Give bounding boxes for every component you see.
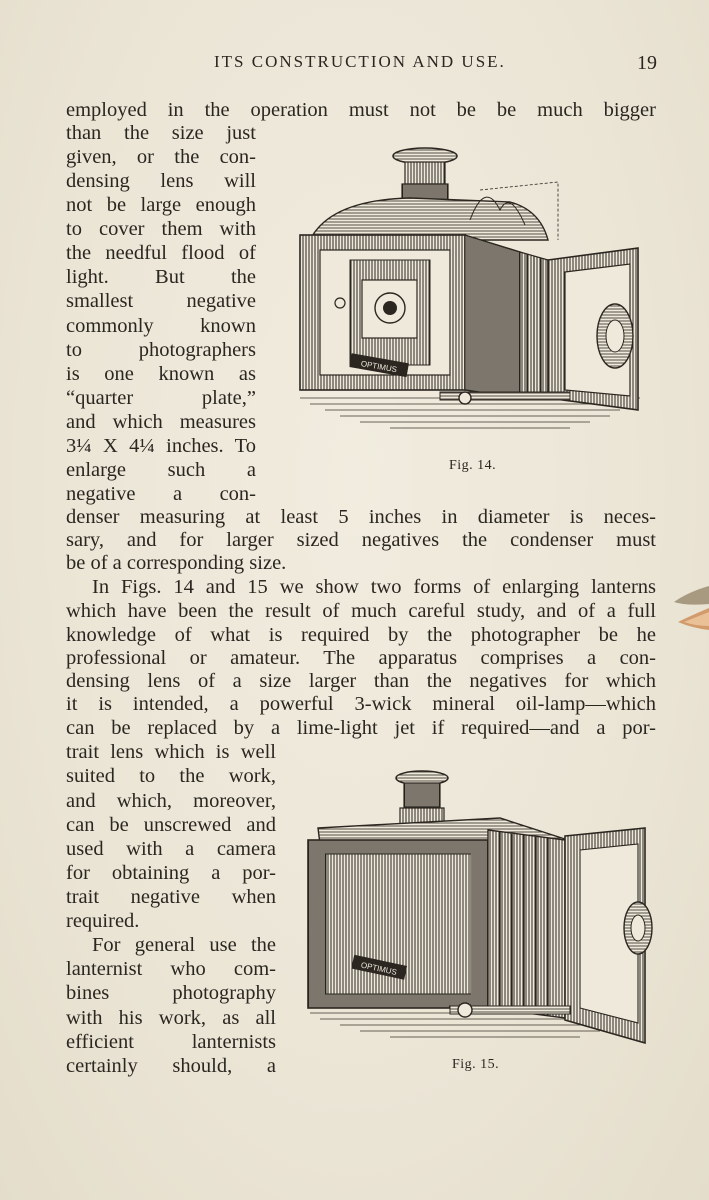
text-line: and which measures [66, 411, 256, 433]
text-line: denser measuring at least 5 inches in diameter is neces- [66, 506, 656, 528]
enlarging-lantern-illustration-fig15 [300, 768, 660, 1053]
text-line: be of a corresponding size. [66, 552, 287, 574]
figure-caption-14: Fig. 14. [449, 458, 497, 473]
text-line: sary, and for larger sized negatives the condenser must [66, 529, 656, 551]
text-line: and which, moreover, [66, 790, 276, 812]
lantern-nameplate: OPTIMUS [360, 359, 398, 375]
page-edge-ornament [668, 578, 709, 636]
text-line: which have been the result of much careful study, and of a full [66, 600, 656, 622]
text-line: it is intended, a powerful 3-wick mineral oil-lamp—which [66, 693, 656, 715]
text-line: employed in the operation must not be be much bigger [66, 99, 656, 121]
text-line: for obtaining a por- [66, 862, 276, 884]
text-line: than the size just [66, 122, 256, 144]
page-number: 19 [637, 52, 657, 74]
figure-caption-15: Fig. 15. [452, 1057, 500, 1072]
text-line: not be large enough [66, 194, 256, 216]
text-line: trait negative when [66, 886, 276, 908]
text-line: efficient lanternists [66, 1031, 276, 1053]
text-line: with his work, as all [66, 1007, 276, 1029]
text-line: required. [66, 910, 140, 932]
page-header [66, 52, 657, 78]
text-line: smallest negative [66, 290, 256, 312]
text-line: given, or the con- [66, 146, 256, 168]
text-line: suited to the work, [66, 765, 276, 787]
text-line: 3¼ X 4¼ inches. To [66, 435, 256, 457]
text-line: the needful flood of [66, 242, 256, 264]
text-line: to cover them with [66, 218, 256, 240]
text-line: can be unscrewed and [66, 814, 276, 836]
enlarging-lantern-illustration-fig14 [290, 140, 655, 445]
text-line: enlarge such a [66, 459, 256, 481]
text-line: can be replaced by a lime-light jet if required—and a por- [66, 717, 656, 739]
lantern-nameplate: OPTIMUS [360, 960, 398, 977]
text-line: certainly should, a [66, 1055, 276, 1077]
text-line: lanternist who com- [66, 958, 276, 980]
text-line: to photographers [66, 339, 256, 361]
text-line: is one known as [66, 363, 256, 385]
text-line: used with a camera [66, 838, 276, 860]
text-line: bines photography [66, 982, 276, 1004]
text-line: knowledge of what is required by the photographer be he [66, 624, 656, 646]
text-line: negative a con- [66, 483, 256, 505]
text-line: “quarter plate,” [66, 387, 256, 409]
text-line: light. But the [66, 266, 256, 288]
text-line: densing lens will [66, 170, 256, 192]
text-line: commonly known [66, 315, 256, 337]
text-line: professional or amateur. The apparatus comprises a con- [66, 647, 656, 669]
text-line: densing lens of a size larger than the negatives for which [66, 670, 656, 692]
text-line: For general use the [92, 934, 276, 956]
text-line: trait lens which is well [66, 741, 276, 763]
running-title: ITS CONSTRUCTION AND USE. [214, 52, 506, 71]
text-line: In Figs. 14 and 15 we show two forms of enlarging lanterns [92, 576, 656, 598]
